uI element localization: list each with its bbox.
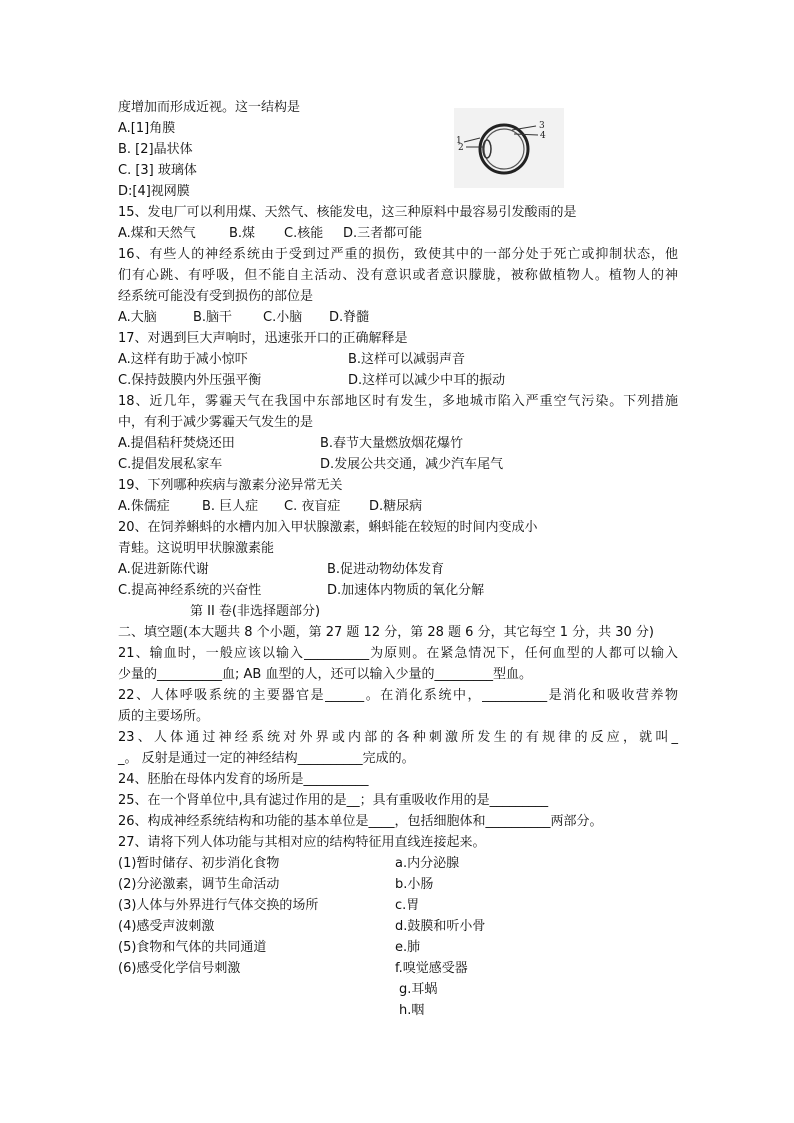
match-left-5: (5)食物和气体的共同通道 <box>118 940 267 955</box>
q16-stem-line-3: 经系统可能没有受到损伤的部位是 <box>118 289 314 304</box>
match-right-e: e.肺 <box>395 940 421 955</box>
q20-option-b: B.促进动物幼体发育 <box>327 562 445 577</box>
q18-option-d: D.发展公共交通，减少汽车尾气 <box>320 457 504 472</box>
match-right-a: a.内分泌腺 <box>395 856 460 871</box>
match-right-g: g.耳蜗 <box>399 982 438 997</box>
q15-option-b: B.煤 <box>229 226 256 241</box>
match-right-f: f.嗅觉感受器 <box>395 961 468 976</box>
q22-line-2: 质的主要场所。 <box>118 709 210 724</box>
q19-option-b: B. 巨人症 <box>202 499 259 514</box>
q16-stem-line-2: 们有心跳、有呼吸，但不能自主活动、没有意识或者意识朦胧，被称做植物人。植物人的神 <box>118 268 678 283</box>
match-left-6: (6)感受化学信号刺激 <box>118 961 241 976</box>
match-right-b: b.小肠 <box>395 877 434 892</box>
eye-label-4: 4 <box>540 131 546 141</box>
eye-label-3: 3 <box>539 121 545 131</box>
q14-option-d: D:[4]视网膜 <box>118 184 190 199</box>
q17-option-d: D.这样可以减少中耳的振动 <box>348 373 506 388</box>
q17-stem: 17、对遇到巨大声响时，迅速张开口的正确解释是 <box>118 331 408 346</box>
q16-stem-line-1: 16、有些人的神经系统由于受到过严重的损伤，致使其中的一部分处于死亡或抑制状态，他 <box>118 247 678 262</box>
q14-stem-tail: 度增加而形成近视。这一结构是 <box>118 100 301 115</box>
q20-stem-line-1: 20、在饲养蝌蚪的水槽内加入甲状腺激素，蝌蚪能在较短的时间内变成小 <box>118 520 538 535</box>
eye-label-1: 1 <box>456 136 462 146</box>
part2-instructions: 二、填空题(本大题共 8 个小题，第 27 题 12 分，第 28 题 6 分，其它每空 1 分，共 30 分) <box>118 625 654 640</box>
q17-option-a: A.这样有助于减小惊吓 <box>118 352 248 367</box>
q18-stem-line-2: 中，有利于减少雾霾天气发生的是 <box>118 415 314 430</box>
q19-stem: 19、下列哪种疾病与激素分泌异常无关 <box>118 478 343 493</box>
q27-instruction: 27、请将下列人体功能与其相对应的结构特征用直线连接起来。 <box>118 835 486 850</box>
q19-option-c: C. 夜盲症 <box>284 499 341 514</box>
q18-option-a: A.提倡秸秆焚烧还田 <box>118 436 235 451</box>
match-right-h: h.咽 <box>399 1003 425 1018</box>
q15-option-d: D.三者都可能 <box>343 226 423 241</box>
q25: 25、在一个肾单位中,具有滤过作用的是__；具有重吸收作用的是_________ <box>118 793 549 808</box>
q16-option-d: D.脊髓 <box>329 310 370 325</box>
q18-option-b: B.春节大量燃放烟花爆竹 <box>320 436 464 451</box>
q14-option-b: B. [2]晶状体 <box>118 142 193 157</box>
q24: 24、胚胎在母体内发育的场所是__________ <box>118 772 369 787</box>
q16-option-a: A.大脑 <box>118 310 157 325</box>
q22-line-1: 22、人体呼吸系统的主要器官是______。在消化系统中，__________是消化和吸收营养物 <box>118 688 678 703</box>
q20-option-a: A.促进新陈代谢 <box>118 562 209 577</box>
q19-option-d: D.糖尿病 <box>369 499 423 514</box>
q17-option-b: B.这样可以减弱声音 <box>348 352 466 367</box>
eye-label-2: 2 <box>458 143 464 153</box>
q14-option-a: A.[1]角膜 <box>118 121 176 136</box>
match-right-d: d.鼓膜和听小骨 <box>395 919 486 934</box>
q14-option-c: C. [3] 玻璃体 <box>118 163 197 178</box>
q20-option-c: C.提高神经系统的兴奋性 <box>118 583 262 598</box>
eye-diagram <box>454 108 564 188</box>
q20-stem-line-2: 青蛙。这说明甲状腺激素能 <box>118 541 275 556</box>
match-left-1: (1)暂时储存、初步消化食物 <box>118 856 280 871</box>
q16-option-c: C.小脑 <box>263 310 303 325</box>
q19-option-a: A.侏儒症 <box>118 499 170 514</box>
q23-line-2: _。 反射是通过一定的神经结构__________完成的。 <box>118 751 415 766</box>
q20-option-d: D.加速体内物质的氧化分解 <box>327 583 485 598</box>
q16-option-b: B.脑干 <box>193 310 233 325</box>
q17-option-c: C.保持鼓膜内外压强平衡 <box>118 373 262 388</box>
q21-line-2: 少量的__________血; AB 血型的人，还可以输入少量的_________型血。 <box>118 667 532 682</box>
match-left-2: (2)分泌激素，调节生命活动 <box>118 877 280 892</box>
match-right-c: c.胃 <box>395 898 420 913</box>
q21-line-1: 21、输血时，一般应该以输入__________为原则。在紧急情况下，任何血型的人都可以输入 <box>118 646 678 661</box>
match-left-4: (4)感受声波刺激 <box>118 919 215 934</box>
q26: 26、构成神经系统结构和功能的基本单位是____，包括细胞体和__________两部分。 <box>118 814 603 829</box>
q18-stem-line-1: 18、近几年，雾霾天气在我国中东部地区时有发生，多地城市陷入严重空气污染。下列措施 <box>118 394 678 409</box>
part2-heading: 第 II 卷(非选择题部分) <box>190 604 321 619</box>
q15-option-a: A.煤和天然气 <box>118 226 196 241</box>
q15-stem: 15、发电厂可以利用煤、天然气、核能发电，这三种原料中最容易引发酸雨的是 <box>118 205 577 220</box>
q15-option-c: C.核能 <box>284 226 324 241</box>
match-left-3: (3)人体与外界进行气体交换的场所 <box>118 898 319 913</box>
q23-line-1: 23、人体通过神经系统对外界或内部的各种刺激所发生的有规律的反应，就叫_ <box>118 730 678 745</box>
q18-option-c: C.提倡发展私家车 <box>118 457 223 472</box>
